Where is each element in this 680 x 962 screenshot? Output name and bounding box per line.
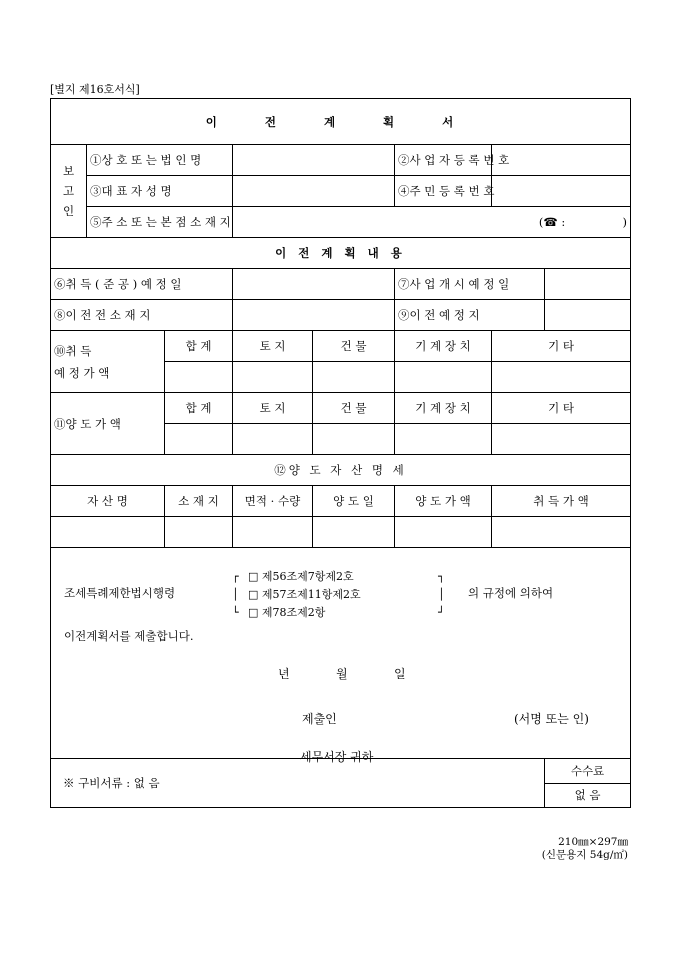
tr-col-building: 건 물 <box>313 393 395 424</box>
paper-spec <box>542 836 628 862</box>
acq-col-total: 합 계 <box>165 331 233 362</box>
relocation-date-field[interactable] <box>545 300 631 331</box>
paper-size: 210㎜×297㎜ <box>558 836 628 848</box>
acq-col-land: 토 지 <box>233 331 313 362</box>
plan-section-title: 이 전 계 획 내 용 <box>51 238 631 269</box>
asset-col-name: 자 산 명 <box>51 486 165 517</box>
transfer-price-label: ⑪양 도 가 액 <box>51 393 165 455</box>
address-label: ⑤주 소 또 는 본 점 소 재 지 <box>87 207 233 238</box>
bracket-right: ┐ │ ┘ <box>438 570 445 619</box>
tr-building-field[interactable] <box>313 424 395 455</box>
acq-col-machine: 기 계 장 치 <box>395 331 492 362</box>
tr-col-etc: 기 타 <box>492 393 631 424</box>
option-56[interactable]: □ 제56조제7항제2호 <box>248 570 354 583</box>
paper-type: (신문용지 54g/㎡) <box>541 849 628 861</box>
tr-total-field[interactable] <box>165 424 233 455</box>
asset-acq-field[interactable] <box>492 517 631 548</box>
tr-col-total: 합 계 <box>165 393 233 424</box>
business-no-label: ②사 업 자 등 록 번 호 <box>395 145 492 176</box>
date-year: 년 <box>278 667 290 681</box>
submitter-label: 제출인 <box>302 712 337 726</box>
option-57[interactable]: □ 제57조제11항제2호 <box>248 588 361 601</box>
asset-col-location: 소 재 지 <box>165 486 233 517</box>
acq-date-field[interactable] <box>233 269 395 300</box>
acq-price-label: ⑩취 득 예 정 가 액 <box>51 331 165 393</box>
tr-col-machine: 기 계 장 치 <box>395 393 492 424</box>
asset-col-area: 면적 · 수량 <box>233 486 313 517</box>
tr-etc-field[interactable] <box>492 424 631 455</box>
relocation-plan-form <box>50 98 631 808</box>
submit-text: 이전계획서를 제출합니다. <box>64 629 194 643</box>
acq-col-building: 건 물 <box>313 331 395 362</box>
tr-col-land: 토 지 <box>233 393 313 424</box>
form-title: 이 전 계 획 서 <box>51 99 631 145</box>
address-field[interactable] <box>233 207 631 238</box>
acq-etc-field[interactable] <box>492 362 631 393</box>
rep-name-field[interactable] <box>233 176 395 207</box>
asset-location-field[interactable] <box>165 517 233 548</box>
acq-date-label: ⑥취 득 ( 준 공 ) 예 정 일 <box>51 269 233 300</box>
acq-machine-field[interactable] <box>395 362 492 393</box>
tr-machine-field[interactable] <box>395 424 492 455</box>
asset-name-field[interactable] <box>51 517 165 548</box>
law-options <box>248 568 361 622</box>
relocation-date-label: ⑨이 전 예 정 지 <box>395 300 545 331</box>
acq-building-field[interactable] <box>313 362 395 393</box>
business-no-field[interactable] <box>492 145 631 176</box>
rep-name-label: ③대 표 자 성 명 <box>87 176 233 207</box>
docs-cell: ※ 구비서류 : 없 음 <box>51 759 545 808</box>
phone-prefix: (☎ : <box>538 215 566 229</box>
acq-land-field[interactable] <box>233 362 313 393</box>
company-name-label: ①상 호 또 는 법 인 명 <box>87 145 233 176</box>
tr-land-field[interactable] <box>233 424 313 455</box>
option-78[interactable]: □ 제78조제2항 <box>248 606 326 619</box>
assets-section-title: ⑫양 도 자 산 명 세 <box>51 455 631 486</box>
asset-col-transfer: 양 도 가 액 <box>395 486 492 517</box>
date-day: 일 <box>394 667 406 681</box>
fee-value: 없 음 <box>545 783 631 808</box>
asset-date-field[interactable] <box>313 517 395 548</box>
asset-col-acq: 취 득 가 액 <box>492 486 631 517</box>
resident-no-field[interactable] <box>492 176 631 207</box>
law-name: 조세특례제한법시행령 <box>64 586 176 600</box>
acq-total-field[interactable] <box>165 362 233 393</box>
company-name-field[interactable] <box>233 145 395 176</box>
start-date-label: ⑦사 업 개 시 예 정 일 <box>395 269 545 300</box>
relocation-addr-label: ⑧이 전 전 소 재 지 <box>51 300 233 331</box>
bracket-left: ┌ │ └ <box>232 570 239 619</box>
fee-label: 수수료 <box>545 759 631 784</box>
rule-text: 의 규정에 의하여 <box>468 586 554 600</box>
start-date-field[interactable] <box>545 269 631 300</box>
addressee: 세무서장 귀하 <box>300 750 374 764</box>
acq-col-etc: 기 타 <box>492 331 631 362</box>
reporter-group-label: 보 고 인 <box>51 145 87 238</box>
resident-no-label: ④주 민 등 록 번 호 <box>395 176 492 207</box>
relocation-addr-field[interactable] <box>233 300 395 331</box>
sign-note: (서명 또는 인) <box>514 712 589 726</box>
asset-transfer-field[interactable] <box>395 517 492 548</box>
form-number-label: [별지 제16호서식] <box>50 83 140 96</box>
asset-area-field[interactable] <box>233 517 313 548</box>
date-month: 월 <box>336 667 348 681</box>
phone-suffix: ) <box>622 215 628 229</box>
asset-col-date: 양 도 일 <box>313 486 395 517</box>
